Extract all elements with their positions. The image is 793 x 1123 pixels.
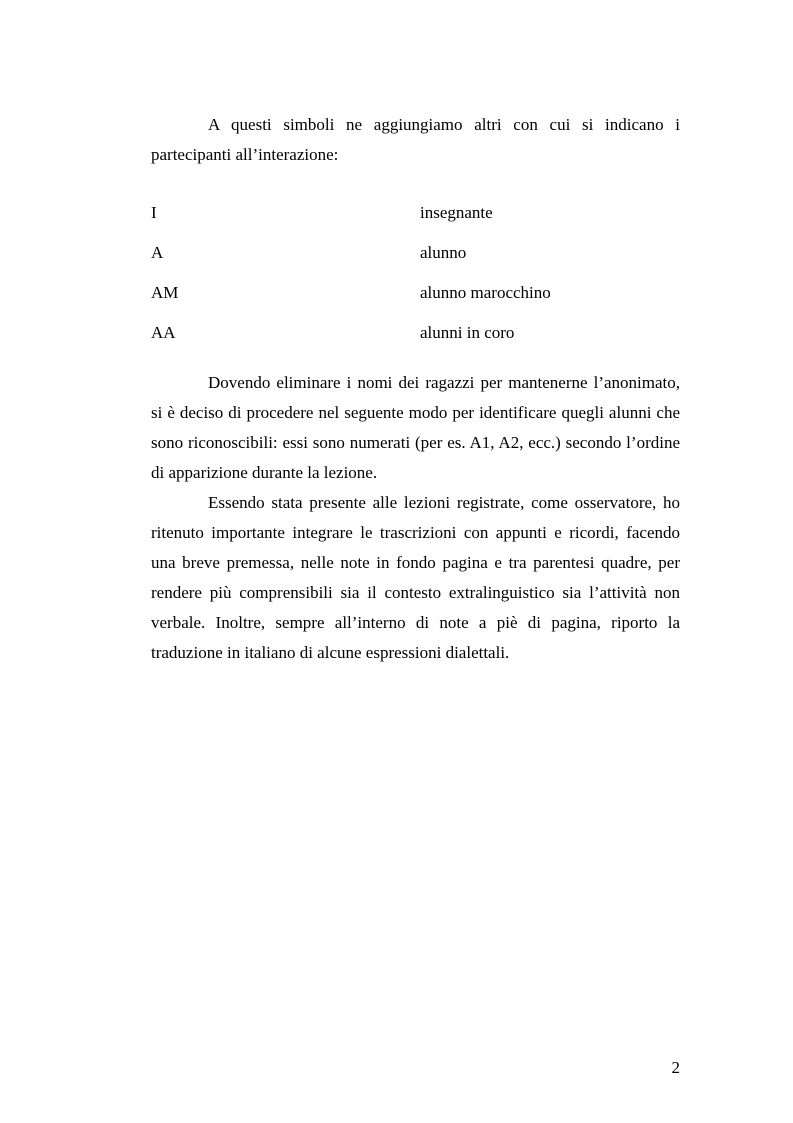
notes-paragraph: Essendo stata presente alle lezioni registrate, come osservatore, ho ritenuto importante integrare le trascrizioni con appunti e ricordi, facendo una breve premessa, nelle note in fondo pagina e tra parentesi quadre, per rendere più comprensibili sia il contesto extralinguistico sia l’attività non verbale. Inoltre, sempre all’interno di note a piè di pagina, riporto la traduzione in italiano di alcune espressioni dialettali. [151,493,680,662]
legend-row [151,318,680,358]
legend-symbol: A [151,243,164,262]
legend-meaning: alunni in coro [420,323,515,342]
legend-symbol: I [151,203,157,222]
legend-meaning: insegnante [420,203,493,222]
legend-symbol: AA [151,323,176,342]
legend-row [151,198,680,238]
intro-paragraph: A questi simboli ne aggiungiamo altri con cui si indicano i partecipanti all’interazione: [151,115,680,164]
anonymity-paragraph: Dovendo eliminare i nomi dei ragazzi per mantenerne l’anonimato, si è deciso di procedere nel seguente modo per identificare quegli alunni che sono riconoscibili: essi sono numerati (per es. A1, A2, ecc.) secondo l’ordine di apparizione durante la lezione. [151,373,680,482]
legend-row [151,238,680,278]
legend-row [151,278,680,318]
legend-meaning: alunno [420,243,467,262]
participant-legend [151,198,680,358]
legend-meaning: alunno marocchino [420,283,551,302]
legend-symbol: AM [151,283,179,302]
page-number: 2 [671,1058,680,1077]
